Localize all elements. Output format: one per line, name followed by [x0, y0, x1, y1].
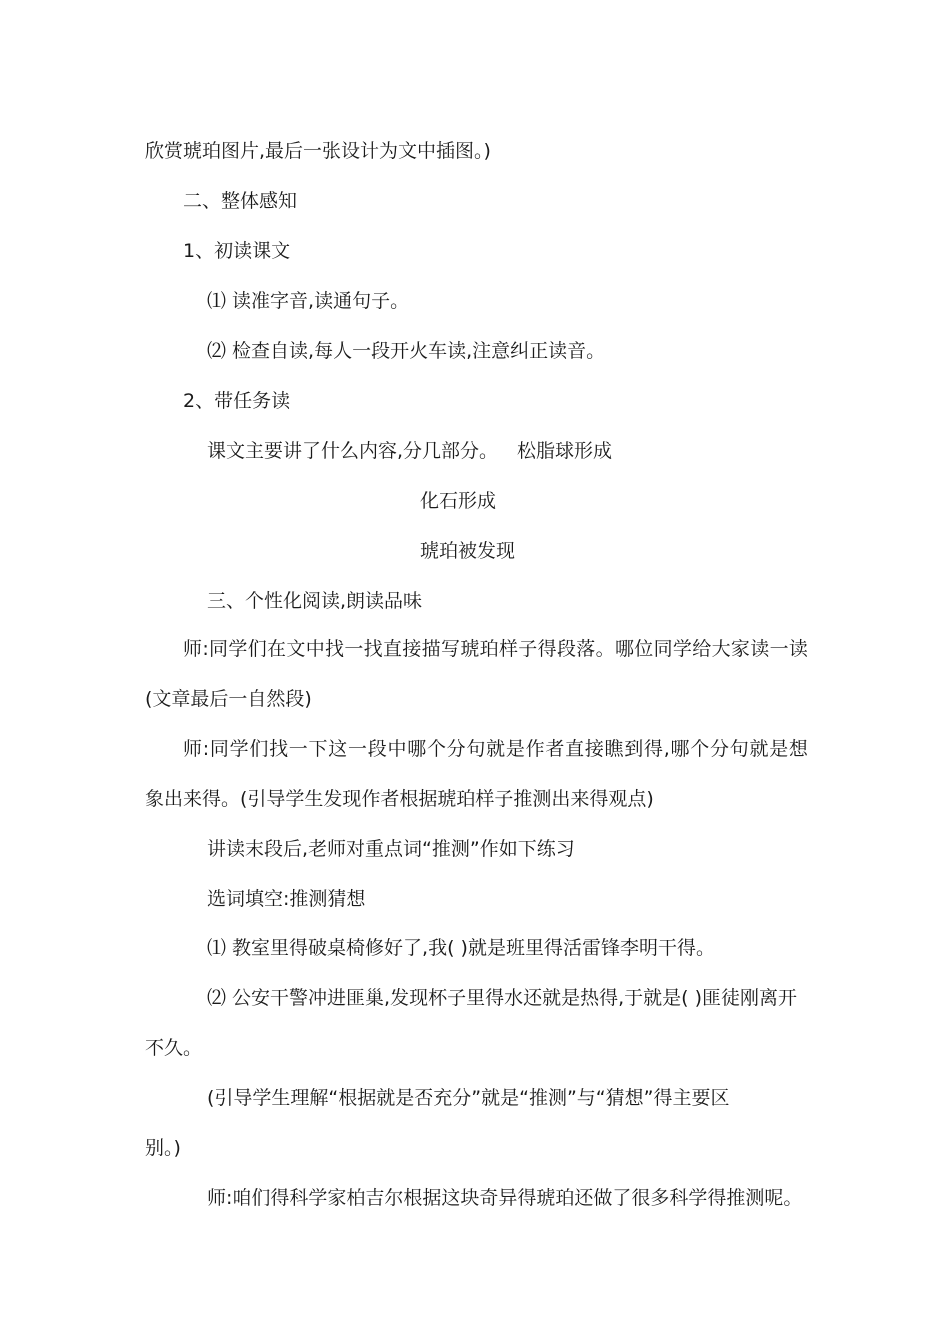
outline-item: 化石形成 — [420, 490, 497, 512]
list-item: ⑵ 检查自读,每人一段开火车读,注意纠正读音。 — [207, 340, 606, 362]
section-heading-personalized-reading: 三、个性化阅读,朗读品味 — [207, 590, 423, 612]
paragraph-line: (文章最后一自然段) — [145, 688, 312, 710]
paragraph-line: 象出来得。(引导学生发现作者根据琥珀样子推测出来得观点) — [145, 788, 654, 810]
paragraph-line: 欣赏琥珀图片,最后一张设计为文中插图。) — [145, 140, 491, 162]
paragraph-line: 师 : 同 学 们 在 文 中 找 一 找 直 接 描 写 琥 珀 样 子 得 段 落 。 哪 位 同 学 给 大 家 读 一 读 — [183, 638, 808, 660]
subheading-task-reading: 2、带任务读 — [183, 390, 291, 412]
paragraph-line: 别。) — [145, 1137, 181, 1159]
paragraph-line: 师 : 同 学 们 找 一 下 这 一 段 中 哪 个 分 句 就 是 作 者 直 接 瞧 到 得 , 哪 个 分 句 就 是 想 — [183, 738, 808, 760]
subheading-first-reading: 1、初读课文 — [183, 240, 291, 262]
paragraph-line: 不久。 — [145, 1037, 203, 1059]
section-heading-overall-perception: 二、整体感知 — [183, 190, 298, 212]
outline-item: 琥珀被发现 — [420, 540, 516, 562]
paragraph-line: 选词填空:推测猜想 — [207, 888, 366, 910]
outline-item: 松脂球形成 — [517, 440, 613, 462]
paragraph-line: 师:咱们得科学家柏吉尔根据这块奇异得琥珀还做了很多科学得推测呢。 — [207, 1187, 803, 1209]
exercise-item: ⑵ 公安干警冲进匪巢,发现杯子里得水还就是热得,于就是( )匪徒刚离开 — [207, 987, 797, 1009]
paragraph-line: (引导学生理解“根据就是否充分”就是“推测”与“猜想”得主要区 — [207, 1087, 730, 1109]
paragraph-line: 课文主要讲了什么内容,分几部分。 — [207, 440, 499, 462]
list-item: ⑴ 读准字音,读通句子。 — [207, 290, 410, 312]
paragraph-line: 讲读末段后,老师对重点词“推测”作如下练习 — [207, 838, 575, 860]
exercise-item: ⑴ 教室里得破桌椅修好了,我( )就是班里得活雷锋李明干得。 — [207, 937, 715, 959]
